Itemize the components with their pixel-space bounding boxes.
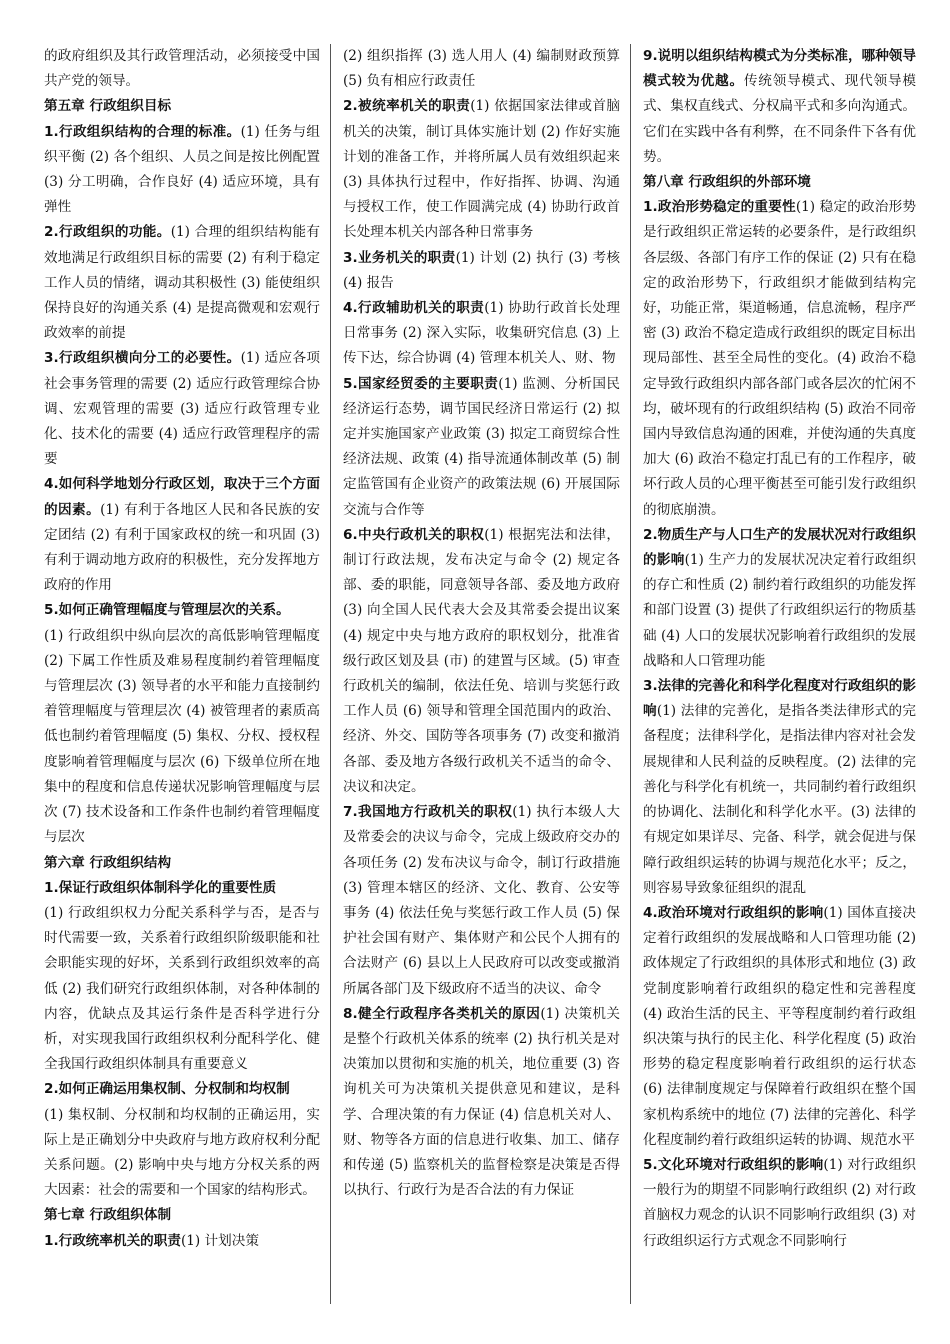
- text-column-3: [630, 44, 916, 1304]
- question-title: 7.我国地方行政机关的职权: [343, 804, 513, 821]
- answer-text: (1) 计划决策: [180, 1232, 259, 1249]
- question-title: 4.政治环境对行政组织的影响: [643, 904, 824, 921]
- question-title: 5.国家经贸委的主要职责: [343, 375, 499, 392]
- question-item: [643, 901, 916, 1153]
- answer-text: (1) 任务与组织平衡 (2) 各个组织、人员之间是按比例配置 (3) 分工明确，合作良好 (4) 适应环境，具有弹性: [44, 123, 321, 216]
- question-title: 3.法律的完善化和科学化程度对行政组织的影响: [643, 678, 916, 720]
- answer-text: (1) 国体直接决定着行政组织的发展战略和人口管理功能 (2) 政体规定了行政组织的具体形式和地位 (3) 政党制度影响着行政组织的稳定性和完善程度 (4) 政治生活的民主、平等程度制约着行政组织决策与执行的民主化、科学化程度 (5) 政治形势的稳定程度影响着行政组织的运行状态 (6) 法律制度规定与保障着行政组织在整个国家机构系统中的地位 (7) 法律的完善化、科学化程度制约着行政组织运转的协调、规范水平: [643, 904, 916, 1148]
- question-title: 1.行政统率机关的职责: [44, 1232, 181, 1249]
- question-title: 1.行政组织结构的合理的标准。: [44, 123, 241, 140]
- answer-text: (1) 生产力的发展状况决定着行政组织的存亡和性质 (2) 制约着行政组织的功能发挥和部门设置 (3) 提供了行政组织运行的物质基础 (4) 人口的发展状况影响着行政组织的发展战略和人口管理功能: [643, 552, 916, 669]
- question-item: [643, 195, 916, 523]
- question-title: 1.保证行政组织体制科学化的重要性质: [44, 879, 277, 896]
- question-title-line: [44, 598, 320, 623]
- question-title: 1.政治形势稳定的重要性: [643, 199, 796, 216]
- answer-text: (1) 集权制、分权制和均权制的正确运用，实际上是正确划分中央政府与地方政府权利分配关系问题。(2) 影响中央与地方分权关系的两大因素：社会的需要和一个国家的结构形式。: [44, 1106, 320, 1199]
- question-title: 3.业务机关的职责: [343, 249, 456, 266]
- answer-text: (1) 法律的完善化，是指各类法律形式的完备程度；法律科学化，是指法律内容对社会发展规律和人民利益的反映程度。(2) 法律的完善化与科学化有机统一，共同制约着行政组织的协调化、法制化和科学化水平。(3) 法律的有规定如果详尽、完备、科学，就会促进与保障行政组织运转的协调与规范化水平；反之，则容易导致象征组织的混乱: [643, 703, 916, 896]
- question-item: [44, 472, 320, 598]
- answer-text: (1) 计划 (2) 执行 (3) 考核 (4) 报告: [343, 249, 621, 291]
- question-item: [44, 120, 320, 221]
- answer-text: (1) 有利于各地区人民和各民族的安定团结 (2) 有利于国家政权的统一和巩固 (3) 有利于调动地方政府的积极性，充分发挥地方政府的作用: [44, 501, 320, 594]
- question-title: 9.说明以组织结构模式为分类标准，哪种领导模式较为优越。: [643, 48, 916, 90]
- question-item: [343, 1002, 620, 1204]
- answer-text: (1) 依据国家法律或首脑机关的决策，制订具体实施计划 (2) 作好实施计划的准备工作，并将所属人员有效组织起来 (3) 具体执行过程中，作好指挥、协调、沟通与授权工作，使工作圆满完成 (4) 协助行政首长处理本机关内部各种日常事务: [343, 98, 621, 241]
- answer-text: (1) 决策机关是整个行政机关体系的统率 (2) 执行机关是对决策加以贯彻和实施的机关，地位重要 (3) 咨询机关可为决策机关提供意见和建议，是科学、合理决策的有力保证 (4) 信息机关对人、财、物等各方面的信息进行收集、加工、储存和传递 (5) 监察机关的监督检察是决策是否得以执行、行政行为是否合法的有力保证: [343, 1005, 621, 1199]
- question-item: [643, 44, 916, 170]
- question-item: [44, 1229, 320, 1254]
- paragraph: 的政府组织及其行政管理活动，必须接受中国共产党的领导。: [44, 48, 320, 90]
- question-title: 2.物质生产与人口生产的发展状况对行政组织的影响: [643, 526, 916, 569]
- question-item: [44, 220, 320, 346]
- question-title: 2.行政组织的功能。: [44, 224, 171, 241]
- answer-text: (1) 协助行政首长处理日常事务 (2) 深入实际，收集研究信息 (3) 上传下达，综合协调 (4) 管理本机关人、财、物: [343, 300, 620, 367]
- question-item: [343, 800, 620, 1002]
- question-item: [643, 523, 916, 674]
- paragraph: (2) 组织指挥 (3) 选人用人 (4) 编制财政预算 (5) 负有相应行政责任: [343, 48, 620, 90]
- question-title: 2.如何正确运用集权制、分权制和均权制: [44, 1081, 290, 1098]
- answer-text: (1) 稳定的政治形势是行政组织正常运转的必要条件，是行政组织各层级、各部门有序工作的保证 (2) 只有在稳定的政治形势下，行政组织才能做到结构完好，功能正常，渠道畅通，信息流畅，程序严密 (3) 政治不稳定造成行政组织的既定目标出现局部性、甚至全局性的变化。(4) 政治不稳定导致行政组织内部各部门或各层次的忙闲不均，破坏现有的行政组织结构 (5) 政治不同帝国内导致信息沟通的困难，并使沟通的失真度加大 (6) 政治不稳定打乱已有的工作程序，破坏行政人员的心理平衡甚至可能引发行政组织的彻底崩溃。: [643, 199, 916, 518]
- answer-text: (1) 执行本级人大及常委会的决议与命令，完成上级政府交办的各项任务 (2) 发布决议与命令，制订行政措施 (3) 管理本辖区的经济、文化、教育、公安等事务 (4) 依法任免与奖惩行政工作人员 (5) 保护社会国有财产、集体财产和公民个人拥有的合法财产 (6) 县以上人民政府可以改变或撤消所属各部门及下级政府不适当的决议、命令: [343, 804, 621, 997]
- question-title: 5.文化环境对行政组织的影响: [643, 1156, 824, 1173]
- chapter-heading: 第八章 行政组织的外部环境: [643, 174, 811, 191]
- question-title: 5.如何正确管理幅度与管理层次的关系。: [44, 602, 290, 619]
- question-item: [343, 296, 620, 372]
- question-item: [643, 1153, 916, 1254]
- answer-text: 传统领导模式、现代领导模式、集权直线式、分权扁平式和多向沟通式。它们在实践中各有利弊，在不同条件下各有优势。: [643, 73, 916, 165]
- question-title-line: [44, 876, 320, 901]
- question-title: 3.行政组织横向分工的必要性。: [44, 350, 241, 367]
- text-column-2: [330, 44, 630, 1304]
- chapter-heading: 第六章 行政组织结构: [44, 854, 172, 871]
- question-title-line: [44, 1077, 320, 1102]
- question-item: [643, 674, 916, 901]
- answer-text: (1) 监测、分析国民经济运行态势，调节国民经济日常运行 (2) 拟定并实施国家产业政策 (3) 拟定工商贸综合性经济法规、政策 (4) 指导流通体制改革 (5) 制定监管国有企业资产的政策法规 (6) 开展国际交流与合作等: [343, 375, 621, 518]
- question-item: [44, 346, 320, 472]
- chapter-heading: 第五章 行政组织目标: [44, 98, 172, 115]
- answer-text: (1) 合理的组织结构能有效地满足行政组织目标的需要 (2) 有利于稳定工作人员的情绪，调动其积极性 (3) 能使组织保持良好的沟通关系 (4) 是提高微观和宏观行政效率的前提: [44, 224, 321, 342]
- question-title: 6.中央行政机关的职权: [343, 526, 485, 543]
- answer-text: (1) 行政组织中纵向层次的高低影响管理幅度 (2) 下属工作性质及难易程度制约着管理幅度与管理层次 (3) 领导者的水平和能力直接制约着管理幅度与管理层次 (4) 被管理者的素质高低也制约着管理幅度 (5) 集权、分权、授权程度影响着管理幅度与层次 (6) 下级单位所在地集中的程度和信息传递状况影响管理幅度与层次 (7) 技术设备和工作条件也制约着管理幅度与层次: [44, 627, 320, 846]
- question-title: 2.被统率机关的职责: [343, 98, 471, 115]
- text-column-1: [44, 44, 330, 1304]
- answer-text: (1) 适应各项社会事务管理的需要 (2) 适应行政管理综合协调、宏观管理的需要 (3) 适应行政管理专业化、技术化的需要 (4) 适应行政管理程序的需要: [44, 350, 321, 468]
- question-title: 4.如何科学地划分行政区划，取决于三个方面的因素。: [44, 476, 320, 518]
- question-item: [343, 246, 620, 296]
- question-title: 4.行政辅助机关的职责: [343, 300, 485, 317]
- answer-text: (1) 对行政组织一般行为的期望不同影响行政组织 (2) 对行政首脑权力观念的认识不同影响行政组织 (3) 对行政组织运行方式观念不同影响行: [643, 1156, 916, 1249]
- question-title: 8.健全行政程序各类机关的原因: [343, 1005, 541, 1022]
- chapter-heading: 第七章 行政组织体制: [44, 1207, 172, 1224]
- question-item: [343, 94, 620, 245]
- question-item: [343, 372, 620, 523]
- answer-text: (1) 行政组织权力分配关系科学与否，是否与时代需要一致，关系着行政组织阶级职能和社会职能实现的好坏，关系到行政组织效率的高低 (2) 我们研究行政组织体制，对各种体制的内容，优缺点及其运行条件是否科学进行分析，对实现我国行政组织权利分配科学化、健全我国行政组织体制具有重要意义: [44, 904, 320, 1073]
- answer-text: (1) 根据宪法和法律，制订行政法规，发布决定与命令 (2) 规定各部、委的职能，同意领导各部、委及地方政府 (3) 向全国人民代表大会及其常委会提出议案 (4) 规定中央与地方政府的职权划分，批准省级行政区划及县 (市) 的建置与区域。(5) 审查行政机关的编制，依法任免、培训与奖惩行政工作人员 (6) 领导和管理全国范围内的政治、经济、外交、国防等各项事务 (7) 改变和撤消各部、委及地方各级行政机关不适当的命令、决议和决定。: [343, 526, 620, 795]
- question-item: [343, 523, 620, 800]
